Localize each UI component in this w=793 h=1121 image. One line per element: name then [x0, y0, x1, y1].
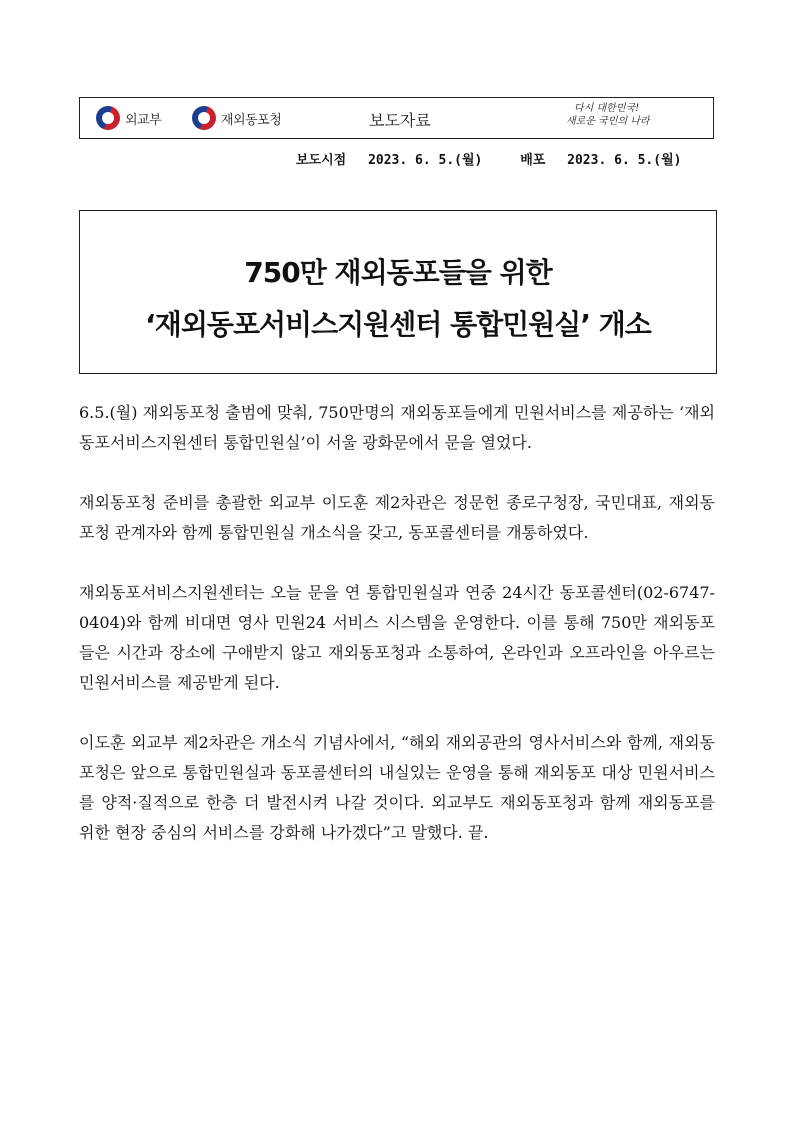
- doc-type: 보도자료: [369, 111, 431, 130]
- mofa-logo-text: 외교부: [125, 112, 162, 128]
- taegeuk-icon: [96, 106, 120, 130]
- mofa-logo: [96, 106, 161, 130]
- title-box: [79, 210, 717, 374]
- slogan-line-1: 다시 대한민국!: [574, 103, 640, 114]
- oka-logo-text: 재외동포청: [221, 112, 282, 128]
- paragraph: 재외동포청 준비를 총괄한 외교부 이도훈 제2차관은 정문헌 종로구청장, 국민대표, 재외동포청 관계자와 함께 통합민원실 개소식을 갖고, 동포콜센터를 개통하였다.: [79, 493, 715, 542]
- body-text: [79, 398, 715, 878]
- taegeuk-icon: [192, 106, 216, 130]
- paragraph: 재외동포서비스지원센터는 오늘 문을 연 통합민원실과 연중 24시간 동포콜센터(02-6747-0404)와 함께 비대면 영사 민원24 서비스 시스템을 운영한다. 이를 통해 750만 재외동포들은 시간과 장소에 구애받지 않고 재외동포청과 소통하여, 온라인과 오프라인을 아우르는 민원서비스를 제공받게 된다.: [79, 583, 715, 692]
- title-line-1: 750만 재외동포들을 위한: [244, 256, 552, 289]
- distribution-label: 배포: [520, 153, 546, 168]
- paragraph: 이도훈 외교부 제2차관은 개소식 기념사에서, “해외 재외공관의 영사서비스와 함께, 재외동포청은 앞으로 통합민원실과 동포콜센터의 내실있는 운영을 통해 재외동포 대상 민원서비스를 양적·질적으로 한층 더 발전시켜 나갈 것이다. 외교부도 재외동포청과 함께 재외동포를 위한 현장 중심의 서비스를 강화해 나가겠다”고 말했다. 끝.: [79, 733, 715, 842]
- header-box: [79, 97, 714, 139]
- slogan: [566, 102, 686, 128]
- slogan-line-2: 새로운 국민의 나라: [566, 116, 650, 127]
- release-time-label: 보도시점: [296, 153, 347, 168]
- title-line-2: ‘재외동포서비스지원센터 통합민원실’ 개소: [145, 308, 651, 341]
- release-time-value: 2023. 6. 5.(월): [368, 153, 483, 168]
- oka-logo: [192, 106, 281, 130]
- distribution-value: 2023. 6. 5.(월): [567, 153, 682, 168]
- paragraph: 6.5.(월) 재외동포청 출범에 맞춰, 750만명의 재외동포들에게 민원서비스를 제공하는 ‘재외동포서비스지원센터 통합민원실’이 서울 광화문에서 문을 열었다.: [79, 403, 715, 452]
- release-dates: [296, 149, 695, 168]
